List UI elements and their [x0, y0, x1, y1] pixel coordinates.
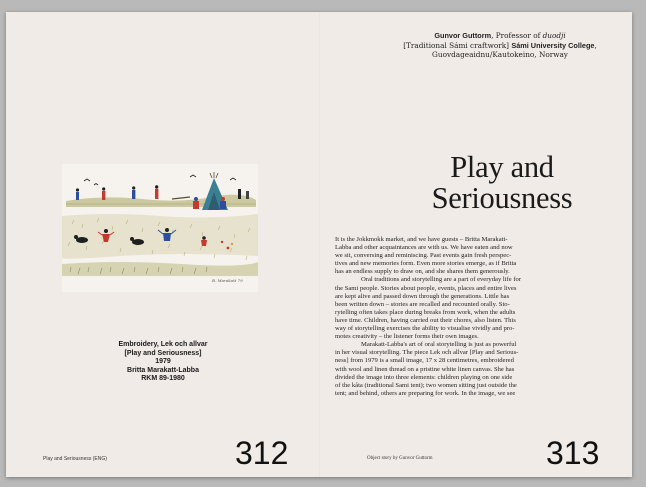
- page-number-left: 312: [235, 435, 289, 471]
- caption-line: Embroidery, Lek och allvar: [118, 341, 208, 348]
- body-line: tives and new memories form. Even more stories emerge, as if Britta: [335, 260, 517, 268]
- author-byline: Gunvor Guttorm, Professor of duodji [Traditional Sámi craftwork] Sámi University College, Guovdageaidnu/Kautokeino, Norway: [390, 31, 610, 60]
- running-footer-right: Object story by Gunvor Guttorm: [367, 456, 433, 461]
- body-line: in her visual storytelling. The piece Lek och allvar [Play and Serious-: [335, 349, 519, 357]
- running-footer-left: Play and Seriousness (ENG): [43, 456, 107, 462]
- body-line: Oral traditions and storytelling are a part of everyday life for: [361, 276, 522, 284]
- institution-location: Guovdageaidnu/Kautokeino, Norway: [432, 50, 568, 60]
- body-line: Marakatt-Labba's art of oral storytelling is just as powerful: [361, 341, 517, 349]
- author-role: , Professor of: [491, 31, 543, 40]
- body-line: divided the image into three elements: children playing on one side: [335, 373, 513, 381]
- body-line: motes creativity – the listener forms their own images.: [335, 333, 479, 341]
- article-title: [396, 152, 608, 214]
- figure-caption: [98, 341, 228, 384]
- body-line: we sit, conversing and reminiscing. Past events gain fresh perspec-: [335, 252, 512, 260]
- embroidery-image: [62, 164, 258, 292]
- title-line: Seriousness: [431, 181, 573, 215]
- author-role-term: duodji: [542, 31, 566, 40]
- body-line: are kept alive and passed down through the generations. Little has: [335, 292, 510, 300]
- page-number-right: 313: [546, 435, 600, 471]
- body-line: ness] from 1979 is a small image, 17 x 28 centimetres, embroidered: [335, 357, 514, 365]
- caption-line: 1979: [155, 358, 171, 366]
- artwork-signature: B. Marakatt 79: [212, 278, 243, 283]
- caption-line: Britta Marakatt-Labba: [127, 366, 199, 374]
- body-line: been written down – stories are recalled and recounted orally. Sto-: [335, 300, 510, 308]
- title-line: Play and: [450, 150, 554, 184]
- body-line: rytelling often takes place during breaks from work, when the adults: [335, 308, 516, 316]
- body-line: Labba and other acquaintances are with us. We have eaten and now: [335, 244, 513, 252]
- body-line: have time. Children, having carried out their chores, also listen. This: [335, 316, 516, 324]
- body-line: the Sami people. Stories about people, events, places and entire lives: [335, 284, 517, 292]
- author-name: Gunvor Guttorm: [434, 31, 492, 40]
- body-line: tent; and behind, others are preparing for work. In the image, we see: [335, 389, 516, 397]
- book-gutter: [319, 12, 320, 477]
- caption-line: RKM 89-1980: [141, 375, 185, 383]
- body-line: with wool and linen thread on a pristine white linen canvas. She has: [335, 365, 515, 373]
- article-body: [335, 236, 619, 398]
- book-spread: [6, 12, 632, 477]
- body-line: of the kåta (traditional Sami tent); two women sitting just outside the: [335, 381, 517, 389]
- embroidery-illustration: [62, 164, 258, 292]
- body-line: has an endless supply to draw on, and she shares them generously.: [335, 268, 510, 276]
- body-line: It is the Jokkmokk market, and we have guests – Britta Marakatt-: [335, 236, 508, 243]
- role-translation: [Traditional Sámi craftwork]: [403, 40, 512, 50]
- body-line: way of storytelling exercises the ability to visualise vividly and pro-: [335, 325, 515, 333]
- caption-line: [Play and Seriousness]: [124, 349, 202, 357]
- institution-name: Sámi University College: [511, 40, 595, 50]
